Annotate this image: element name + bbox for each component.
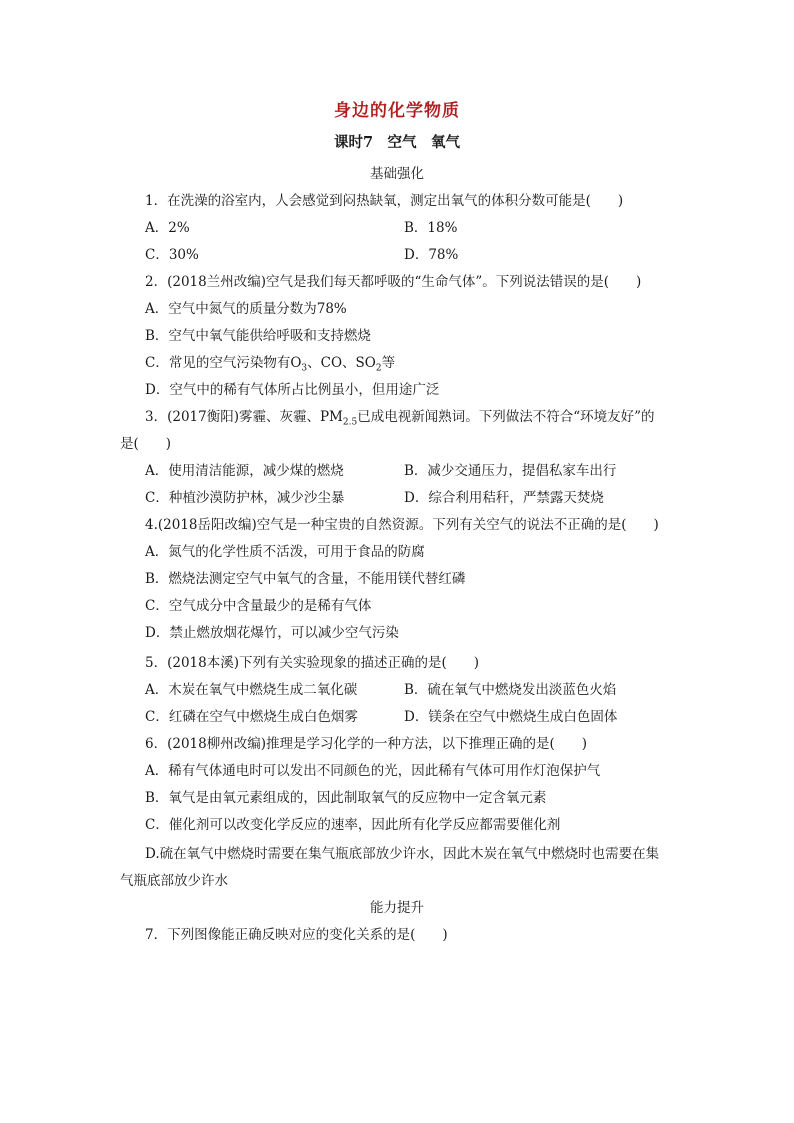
question-6-option-c: C．催化剂可以改变化学反应的速率，因此所有化学反应都需要催化剂	[145, 817, 561, 833]
subscript-3: 3	[301, 363, 308, 374]
question-2-option-d: D．空气中的稀有气体所占比例虽小，但用途广泛	[145, 382, 440, 398]
question-4-stem: 4.(2018岳阳改编)空气是一种宝贵的自然资源。下列有关空气的说法不正确的是( )	[145, 517, 659, 533]
question-4-option-a: A．氮气的化学性质不活泼，可用于食品的防腐	[145, 544, 425, 560]
page-title: 身边的化学物质	[334, 101, 460, 121]
question-3-option-d: D．综合利用秸秆，严禁露天焚烧	[404, 490, 604, 506]
question-3-option-a: A．使用清洁能源，减少煤的燃烧	[145, 463, 344, 479]
lesson-title: 课时7 空气 氧气	[333, 134, 461, 151]
subscript-2: 2	[375, 363, 382, 374]
q3-stem-b: 已成电视新闻熟词。下列做法不符合“环境友好”的	[357, 409, 655, 425]
question-4-option-c: C．空气成分中含量最少的是稀有气体	[145, 598, 372, 614]
question-2-option-a: A．空气中氮气的质量分数为78%	[145, 301, 347, 317]
question-3-option-c: C．种植沙漠防护林，减少沙尘暴	[145, 490, 345, 506]
question-4-option-b: B．燃烧法测定空气中氧气的含量，不能用镁代替红磷	[145, 571, 466, 587]
question-2-stem: 2．(2018兰州改编)空气是我们每天都呼吸的“生命气体”。下列说法错误的是( )	[145, 274, 642, 290]
question-2-option-b: B．空气中氧气能供给呼吸和支持燃烧	[145, 328, 371, 344]
question-7-stem: 7．下列图像能正确反映对应的变化关系的是( )	[145, 927, 448, 943]
question-6-option-d-cont: 气瓶底部放少许水	[120, 873, 228, 889]
question-3-stem-cont: 是( )	[120, 436, 172, 452]
question-1-option-c: C．30%	[145, 247, 199, 263]
question-1-option-a: A．2%	[145, 220, 190, 236]
question-6-option-b: B．氧气是由氧元素组成的，因此制取氧气的反应物中一定含氧元素	[145, 790, 547, 806]
question-5-option-b: B．硫在氧气中燃烧发出淡蓝色火焰	[404, 682, 617, 698]
question-6-stem: 6．(2018柳州改编)推理是学习化学的一种方法，以下推理正确的是( )	[145, 736, 588, 752]
question-5-option-c: C．红磷在空气中燃烧生成白色烟雾	[145, 709, 358, 725]
option-c-text: C．常见的空气污染物有O	[145, 355, 302, 371]
question-5-option-a: A．木炭在氧气中燃烧生成二氧化碳	[145, 682, 358, 698]
section-advanced: 能力提升	[370, 900, 424, 916]
question-6-option-a: A．稀有气体通电时可以发出不同颜色的光，因此稀有气体可用作灯泡保护气	[145, 763, 601, 779]
subscript-25: 2.5	[342, 417, 358, 428]
question-1-stem: 1．在洗澡的浴室内，人会感觉到闷热缺氧，测定出氧气的体积分数可能是( )	[145, 193, 624, 209]
option-c-end: 等	[381, 355, 396, 371]
question-5-stem: 5．(2018本溪)下列有关实验现象的描述正确的是( )	[145, 655, 480, 671]
option-c-mid: 、CO、SO	[307, 355, 376, 371]
question-2-option-c	[145, 351, 395, 374]
question-1-option-b: B．18%	[404, 220, 458, 236]
question-3-stem	[145, 405, 655, 428]
question-4-option-d: D．禁止燃放烟花爆竹，可以减少空气污染	[145, 625, 399, 641]
section-basic: 基础强化	[370, 166, 424, 182]
q3-stem-a: 3．(2017衡阳)雾霾、灰霾、PM	[145, 409, 343, 425]
question-3-option-b: B．减少交通压力，提倡私家车出行	[404, 463, 617, 479]
question-5-option-d: D．镁条在空气中燃烧生成白色固体	[404, 709, 618, 725]
question-6-option-d: D.硫在氧气中燃烧时需要在集气瓶底部放少许水，因此木炭在氧气中燃烧时也需要在集	[145, 846, 660, 862]
question-1-option-d: D．78%	[404, 247, 459, 263]
